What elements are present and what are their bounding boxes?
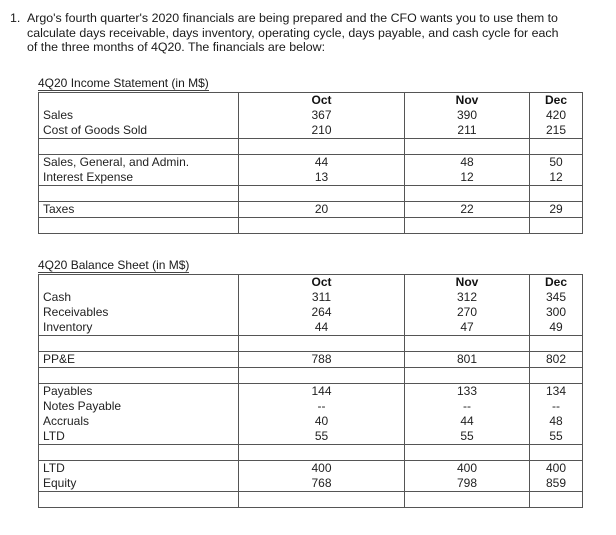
cell-value: 48 <box>530 414 583 429</box>
table-row <box>39 476 583 492</box>
month-header-nov: Nov <box>405 275 530 291</box>
cell-value: 12 <box>530 170 583 186</box>
cell-value: 133 <box>405 384 530 400</box>
row-label: Sales <box>39 108 239 123</box>
cell-value: 50 <box>530 155 583 171</box>
table-row <box>39 445 583 461</box>
table-cell <box>239 139 405 155</box>
cell-value: 390 <box>405 108 530 123</box>
question-block <box>10 11 570 55</box>
cell-value: 788 <box>239 352 405 368</box>
table-row <box>39 275 583 291</box>
table-row <box>39 202 583 218</box>
question-text: Argo's fourth quarter's 2020 financials are being prepared and the CFO wants you to use them to calculate days receivable, days inventory, operating cycle, days payable, and cash cycle for each of the three months of 4Q20. The financials are below: <box>27 11 559 55</box>
cell-value: 345 <box>530 290 583 305</box>
table-cell <box>405 139 530 155</box>
cell-value: 29 <box>530 202 583 218</box>
income-statement-caption: 4Q20 Income Statement (in M$) <box>38 76 209 90</box>
table-row <box>39 399 583 414</box>
table-row <box>39 492 583 508</box>
row-label: Accruals <box>39 414 239 429</box>
table-row <box>39 170 583 186</box>
table-cell <box>530 218 583 234</box>
table-cell <box>530 445 583 461</box>
cell-value: 22 <box>405 202 530 218</box>
row-label: Receivables <box>39 305 239 320</box>
cell-value: 48 <box>405 155 530 171</box>
month-header-dec: Dec <box>530 93 583 109</box>
cell-value: 55 <box>239 429 405 445</box>
cell-value: 40 <box>239 414 405 429</box>
cell-value: 210 <box>239 123 405 139</box>
row-label: PP&E <box>39 352 239 368</box>
table-cell <box>530 186 583 202</box>
cell-value: 47 <box>405 320 530 336</box>
row-label: Notes Payable <box>39 399 239 414</box>
table-cell <box>39 368 239 384</box>
cell-value: 400 <box>530 461 583 477</box>
table-cell <box>39 93 239 109</box>
row-label: Interest Expense <box>39 170 239 186</box>
row-label: LTD <box>39 461 239 477</box>
table-cell <box>530 492 583 508</box>
table-cell <box>530 368 583 384</box>
cell-value: 802 <box>530 352 583 368</box>
cell-value: 264 <box>239 305 405 320</box>
table-cell <box>39 218 239 234</box>
table-cell <box>405 218 530 234</box>
table-cell <box>405 186 530 202</box>
cell-value: 20 <box>239 202 405 218</box>
table-cell <box>239 336 405 352</box>
table-row <box>39 93 583 109</box>
cell-value: 44 <box>239 155 405 171</box>
month-header-nov: Nov <box>405 93 530 109</box>
cell-value: 801 <box>405 352 530 368</box>
table-row <box>39 218 583 234</box>
cell-value: 55 <box>530 429 583 445</box>
cell-value: 12 <box>405 170 530 186</box>
cell-value: 768 <box>239 476 405 492</box>
cell-value: 367 <box>239 108 405 123</box>
table-row <box>39 305 583 320</box>
cell-value: 215 <box>530 123 583 139</box>
question-number: 1. <box>10 11 21 25</box>
cell-value: 49 <box>530 320 583 336</box>
table-cell <box>405 445 530 461</box>
month-header-dec: Dec <box>530 275 583 291</box>
cell-value: 13 <box>239 170 405 186</box>
cell-value: 311 <box>239 290 405 305</box>
row-label: Sales, General, and Admin. <box>39 155 239 171</box>
income-statement-table <box>38 92 583 234</box>
table-cell <box>239 218 405 234</box>
cell-value: 134 <box>530 384 583 400</box>
table-row <box>39 336 583 352</box>
cell-value: -- <box>405 399 530 414</box>
table-cell <box>405 492 530 508</box>
cell-value: 55 <box>405 429 530 445</box>
cell-value: 144 <box>239 384 405 400</box>
cell-value: 300 <box>530 305 583 320</box>
cell-value: 44 <box>239 320 405 336</box>
month-header-oct: Oct <box>239 93 405 109</box>
table-row <box>39 108 583 123</box>
table-cell <box>39 492 239 508</box>
table-row <box>39 352 583 368</box>
table-row <box>39 384 583 400</box>
table-cell <box>39 445 239 461</box>
row-label: Cost of Goods Sold <box>39 123 239 139</box>
table-row <box>39 186 583 202</box>
table-cell <box>239 186 405 202</box>
table-cell <box>239 368 405 384</box>
table-cell <box>405 368 530 384</box>
table-cell <box>39 139 239 155</box>
table-cell <box>239 492 405 508</box>
cell-value: 420 <box>530 108 583 123</box>
row-label: Cash <box>39 290 239 305</box>
row-label: Payables <box>39 384 239 400</box>
cell-value: 798 <box>405 476 530 492</box>
cell-value: 400 <box>239 461 405 477</box>
table-row <box>39 429 583 445</box>
cell-value: -- <box>530 399 583 414</box>
month-header-oct: Oct <box>239 275 405 291</box>
cell-value: 270 <box>405 305 530 320</box>
table-cell <box>530 336 583 352</box>
cell-value: 211 <box>405 123 530 139</box>
row-label: Taxes <box>39 202 239 218</box>
row-label: Inventory <box>39 320 239 336</box>
table-cell <box>39 275 239 291</box>
row-label: LTD <box>39 429 239 445</box>
table-cell <box>39 186 239 202</box>
cell-value: 859 <box>530 476 583 492</box>
table-cell <box>39 336 239 352</box>
table-row <box>39 123 583 139</box>
table-row <box>39 155 583 171</box>
balance-sheet-caption: 4Q20 Balance Sheet (in M$) <box>38 258 190 272</box>
table-row <box>39 414 583 429</box>
table-row <box>39 139 583 155</box>
table-row <box>39 320 583 336</box>
cell-value: 400 <box>405 461 530 477</box>
balance-sheet-table <box>38 274 583 508</box>
table-cell <box>530 139 583 155</box>
table-cell <box>405 336 530 352</box>
table-row <box>39 368 583 384</box>
cell-value: -- <box>239 399 405 414</box>
cell-value: 312 <box>405 290 530 305</box>
table-row <box>39 290 583 305</box>
table-row <box>39 461 583 477</box>
row-label: Equity <box>39 476 239 492</box>
cell-value: 44 <box>405 414 530 429</box>
table-cell <box>239 445 405 461</box>
